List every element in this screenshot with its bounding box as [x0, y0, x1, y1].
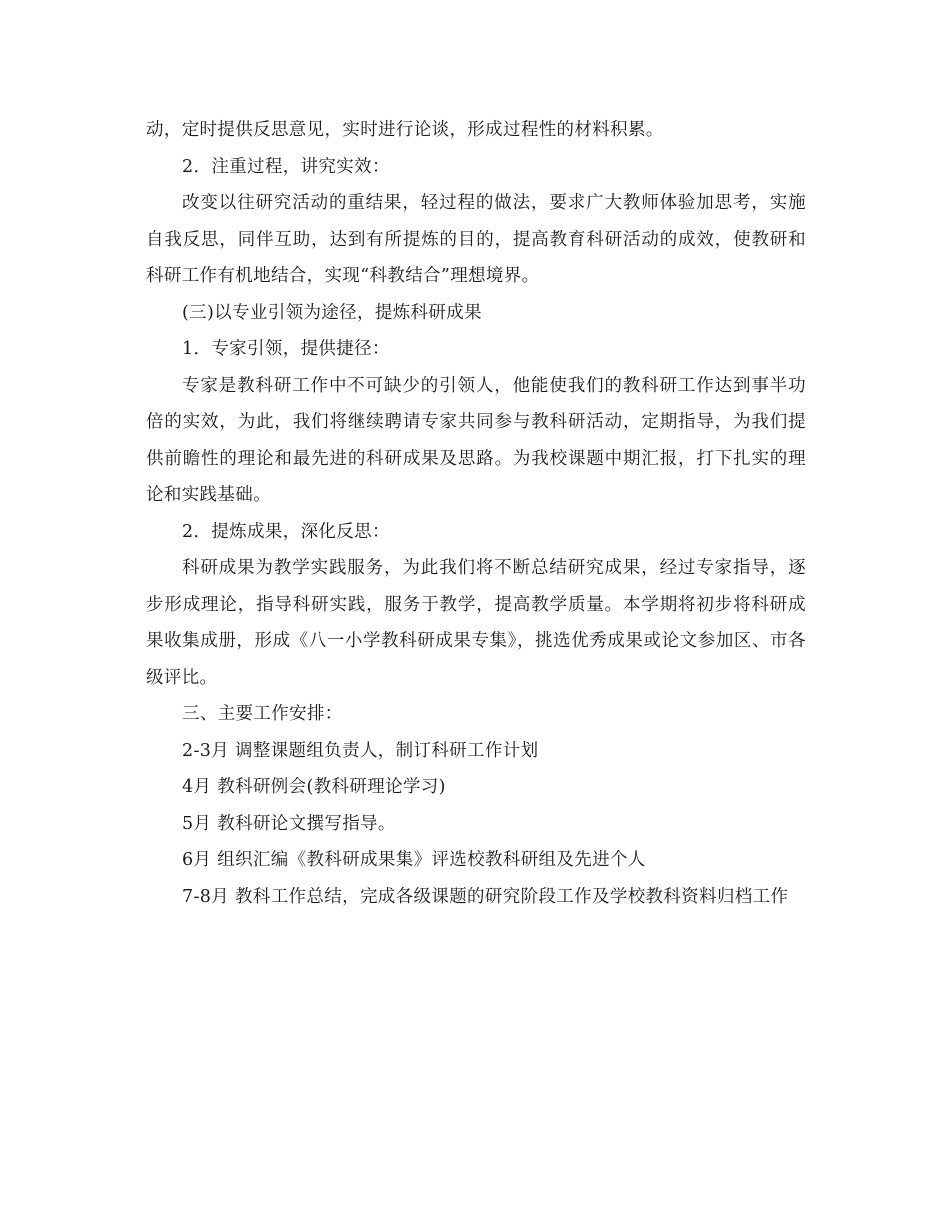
schedule-item-jun: 6月 组织汇编《教科研成果集》评选校教科研组及先进个人: [182, 850, 646, 870]
paragraph-process-effect: 改变以往研究活动的重结果，轻过程的做法，要求广大教师体验加思考，实施自我反思，同伴互助，达到有所提炼的目的，提高教育科研活动的成效，使教研和科研工作有机地结合，实现“科教结合”理想境界。: [146, 193, 806, 286]
paragraph-refine-results: 科研成果为教学实践服务，为此我们将不断总结研究成果，经过专家指导，逐步形成理论，指导科研实践，服务于教学，提高教学质量。本学期将初步将科研成果收集成册，形成《八一小学教科研成果专集》，挑选优秀成果或论文参加区、市各级评比。: [146, 558, 806, 688]
section-heading-work-schedule: 三、主要工作安排：: [182, 704, 343, 724]
schedule-item-feb-mar: 2-3月 调整课题组负责人，制订科研工作计划: [182, 740, 539, 761]
document-page: [146, 112, 806, 915]
subheading-focus-process: 2．注重过程，讲究实效：: [182, 156, 390, 177]
schedule-item-apr: 4月 教科研例会(教科研理论学习): [182, 777, 446, 797]
paragraph-expert-guidance: 专家是教科研工作中不可缺少的引领人，他能使我们的教科研工作达到事半功倍的实效，为此，我们将继续聘请专家共同参与教科研活动，定期指导，为我们提供前瞻性的理论和最先进的科研成果及思路。为我校课题中期汇报，打下扎实的理论和实践基础。: [146, 375, 806, 505]
paragraph-continuation: 动，定时提供反思意见，实时进行论谈，形成过程性的材料积累。: [146, 120, 664, 140]
schedule-item-jul-aug: 7-8月 教科工作总结，完成各级课题的研究阶段工作及学校教科资料归档工作: [182, 886, 789, 907]
section-heading-professional-guidance: (三)以专业引领为途径，提炼科研成果: [182, 302, 482, 323]
subheading-refine-results: 2．提炼成果，深化反思：: [182, 521, 390, 542]
subheading-expert-guidance: 1．专家引领，提供捷径：: [182, 339, 390, 359]
schedule-item-may: 5月 教科研论文撰写指导。: [182, 813, 396, 834]
